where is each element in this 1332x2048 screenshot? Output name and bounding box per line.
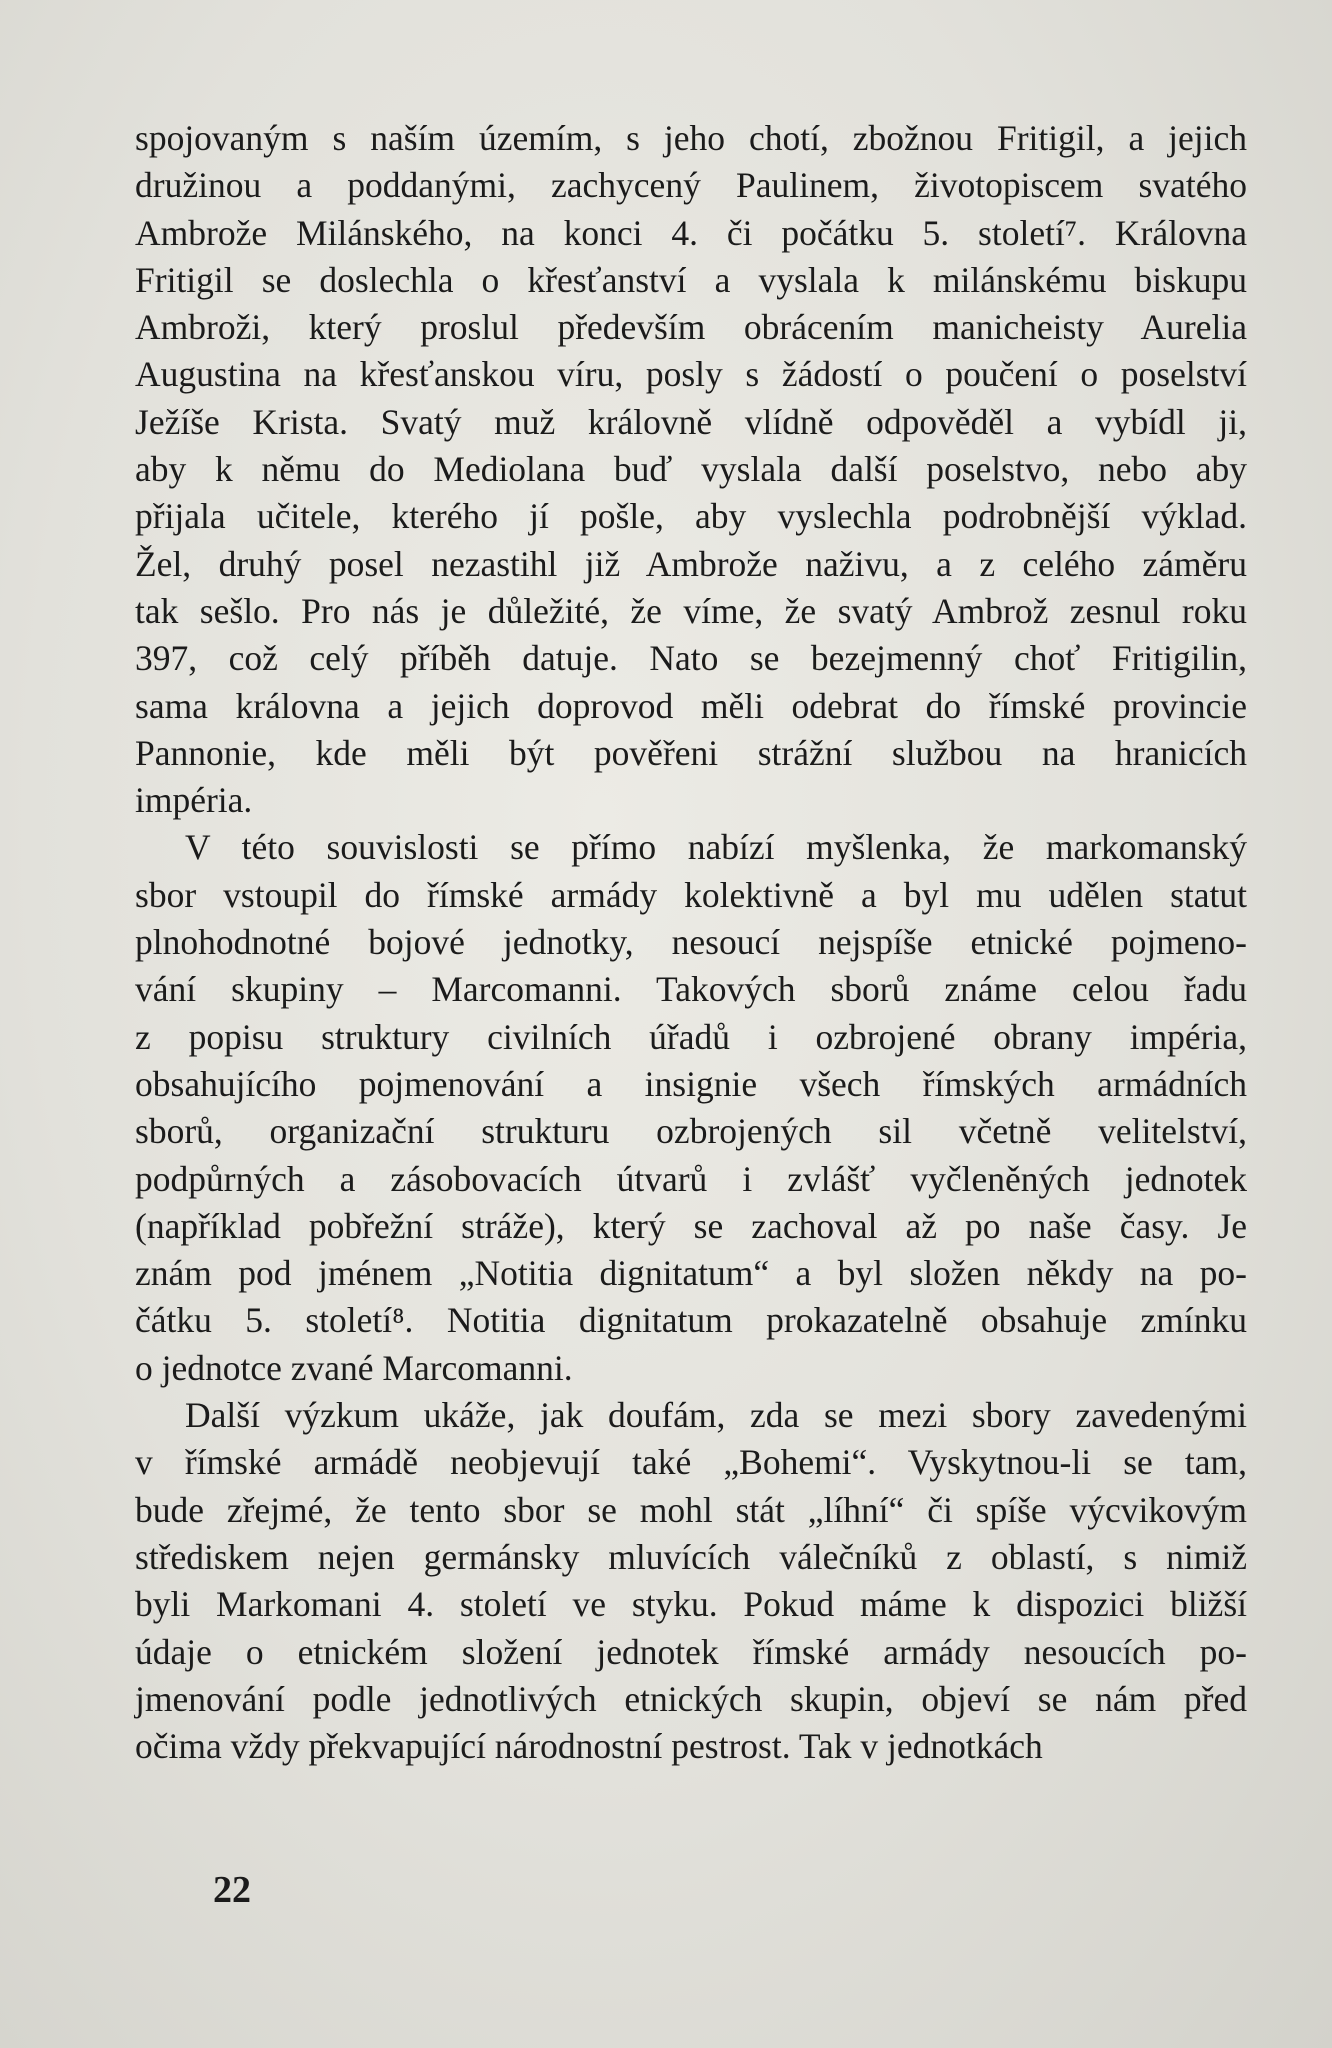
- text-line: o jednotce zvané Marcomanni.: [135, 1347, 573, 1388]
- text-line: Ambroži, který proslul především obrácením manicheisty Aurelia: [135, 307, 1247, 348]
- text-line: Ambrože Milánského, na konci 4. či počátku 5. století⁷. Královna: [135, 212, 1247, 253]
- text-line: přijala učitele, kterého jí pošle, aby vyslechla podrobnější výklad.: [135, 496, 1247, 537]
- text-line: v římské armádě neobjevují také „Bohemi“. Vyskytnou-li se tam,: [135, 1442, 1247, 1483]
- paragraph: [135, 115, 1247, 824]
- text-line: Žel, druhý posel nezastihl již Ambrože naživu, a z celého záměru: [135, 543, 1247, 584]
- page-body: [135, 115, 1247, 1770]
- text-line: znám pod jménem „Notitia dignitatum“ a byl složen někdy na po-: [135, 1253, 1247, 1294]
- text-line: Další výzkum ukáže, jak doufám, zda se mezi sbory zavedenými: [185, 1395, 1247, 1436]
- text-line: (například pobřežní stráže), který se zachoval až po naše časy. Je: [135, 1205, 1247, 1246]
- text-line: družinou a poddanými, zachycený Paulinem, životopiscem svatého: [135, 165, 1247, 206]
- text-line: z popisu struktury civilních úřadů i ozbrojené obrany impéria,: [135, 1016, 1247, 1057]
- paragraph: [135, 1392, 1247, 1770]
- text-line: očima vždy překvapující národnostní pestrost. Tak v jednotkách: [135, 1726, 1043, 1767]
- text-line: sbor vstoupil do římské armády kolektivně a byl mu udělen statut: [135, 874, 1247, 915]
- text-line: V této souvislosti se přímo nabízí myšlenka, že markomanský: [185, 827, 1247, 868]
- text-line: Pannonie, kde měli být pověřeni strážní službou na hranicích: [135, 732, 1247, 773]
- text-line: Augustina na křesťanskou víru, posly s žádostí o poučení o poselství: [135, 354, 1247, 395]
- text-line: vání skupiny – Marcomanni. Takových sborů známe celou řadu: [135, 969, 1247, 1010]
- text-line: čátku 5. století⁸. Notitia dignitatum prokazatelně obsahuje zmínku: [135, 1300, 1247, 1341]
- text-line: plnohodnotné bojové jednotky, nesoucí nejspíše etnické pojmeno-: [135, 922, 1247, 963]
- text-line: údaje o etnickém složení jednotek římské armády nesoucích po-: [135, 1631, 1247, 1672]
- page-number: 22: [213, 1869, 251, 1911]
- text-line: Fritigil se doslechla o křesťanství a vyslala k milánskému biskupu: [135, 259, 1247, 300]
- text-line: obsahujícího pojmenování a insignie všech římských armádních: [135, 1063, 1247, 1104]
- paragraph: [135, 824, 1247, 1392]
- text-line: sama královna a jejich doprovod měli odebrat do římské provincie: [135, 685, 1247, 726]
- text-line: Ježíše Krista. Svatý muž královně vlídně odpověděl a vybídl ji,: [135, 401, 1247, 442]
- text-line: podpůrných a zásobovacích útvarů i zvlášť vyčleněných jednotek: [135, 1158, 1247, 1199]
- text-line: jmenování podle jednotlivých etnických skupin, objeví se nám před: [135, 1678, 1247, 1719]
- text-line: sborů, organizační strukturu ozbrojených sil včetně velitelství,: [135, 1111, 1247, 1152]
- text-line: bude zřejmé, že tento sbor se mohl stát „líhní“ či spíše výcvikovým: [135, 1489, 1247, 1530]
- text-line: 397, což celý příběh datuje. Nato se bezejmenný choť Fritigilin,: [135, 638, 1247, 679]
- text-line: impéria.: [135, 780, 253, 821]
- text-line: aby k němu do Mediolana buď vyslala další poselstvo, nebo aby: [135, 449, 1247, 490]
- text-line: byli Markomani 4. století ve styku. Pokud máme k dispozici bližší: [135, 1584, 1247, 1625]
- text-line: střediskem nejen germánsky mluvících válečníků z oblastí, s nimiž: [135, 1536, 1247, 1577]
- text-line: spojovaným s naším územím, s jeho chotí, zbožnou Fritigil, a jejich: [135, 118, 1247, 158]
- text-line: tak sešlo. Pro nás je důležité, že víme, že svatý Ambrož zesnul roku: [135, 590, 1247, 631]
